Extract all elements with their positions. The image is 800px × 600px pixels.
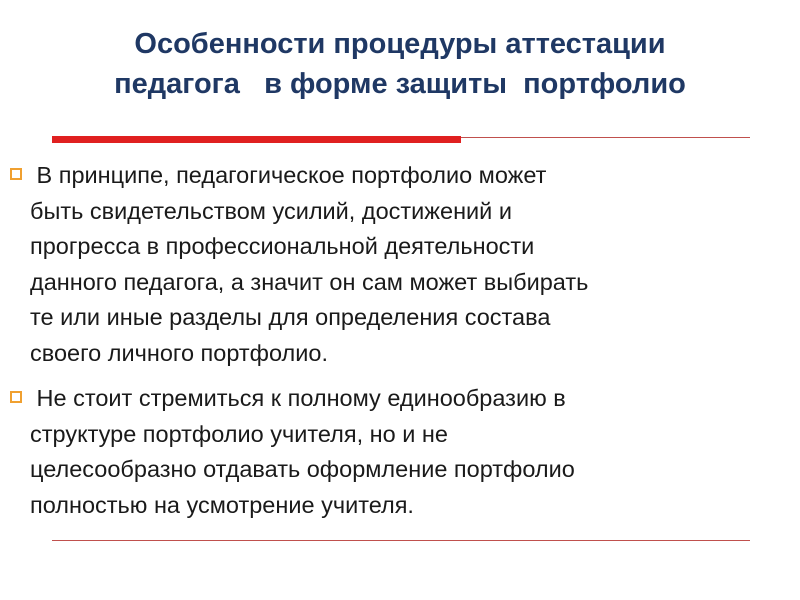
hollow-square-bullet-icon: [10, 168, 22, 180]
bullet-2-line-1: Не стоит стремиться к полному единообразию в: [30, 385, 566, 411]
bullet-item-2: [8, 381, 778, 523]
bullet-1-line-2: быть свидетельством усилий, достижений и: [30, 197, 512, 224]
bullet-item-1: [8, 158, 778, 371]
bullet-1-line-5: те или иные разделы для определения состава: [30, 304, 551, 330]
bullet-2-line-3: целесообразно отдавать оформление портфолио: [30, 456, 575, 482]
slide-title: [20, 24, 780, 104]
slide-title-line-2: педагога в форме защиты портфолио: [114, 68, 686, 100]
bullet-2-line-4: полностью на усмотрение учителя.: [30, 491, 414, 518]
accent-divider-bar: [52, 136, 461, 143]
bullet-list: [8, 158, 778, 533]
bullet-1-line-6: своего личного портфолио.: [30, 339, 328, 366]
bullet-text-1: [30, 158, 778, 371]
bullet-1-line-4: данного педагога, а значит он сам может выбирать: [30, 268, 589, 295]
hollow-square-bullet-icon: [10, 391, 22, 403]
bullet-1-line-3: прогресса в профессиональной деятельности: [30, 233, 535, 259]
bullet-text-2: [30, 381, 778, 523]
slide-title-line-1: Особенности процедуры аттестации: [134, 28, 666, 60]
thin-divider-bottom: [52, 540, 750, 541]
bullet-1-line-1: В принципе, педагогическое портфолио может: [30, 162, 547, 188]
bullet-2-line-2: структуре портфолио учителя, но и не: [30, 420, 448, 447]
